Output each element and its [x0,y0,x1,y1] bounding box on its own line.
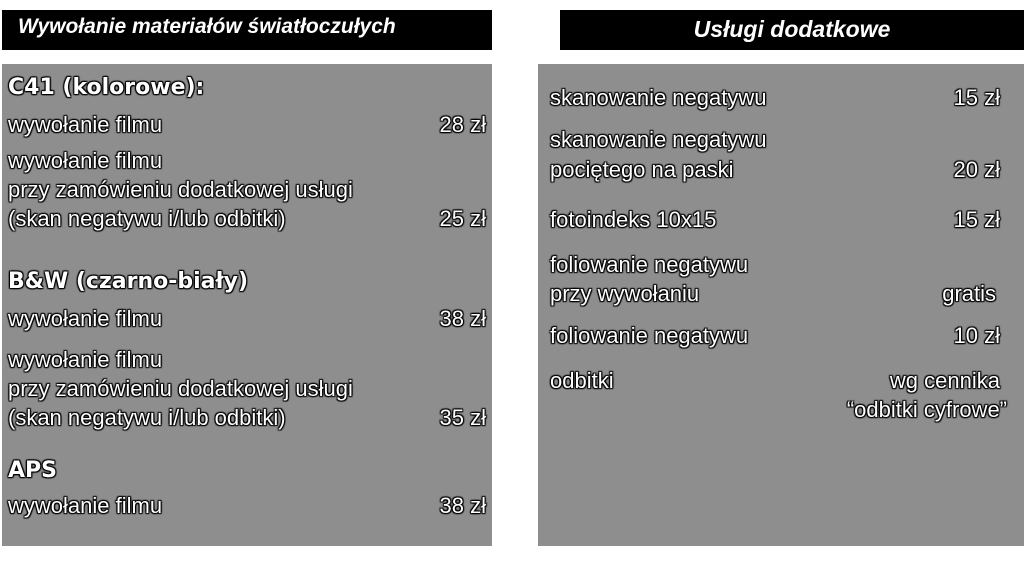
bw-item-1-price: 38 zł [439,306,486,331]
section-heading-aps: APS [8,458,57,483]
service-1-line-1: skanowanie negatywu [550,85,767,110]
service-1-price: 15 zł [953,85,1000,110]
service-5-line-1: foliowanie negatywu [550,323,749,348]
bw-item-2-line-2: przy zamówieniu dodatkowej usługi [8,376,353,401]
service-5-price: 10 zł [953,323,1000,348]
bw-item-2-line-3: (skan negatywu i/lub odbitki) [8,405,286,430]
aps-item-1-price: 38 zł [439,493,486,518]
c41-item-2-price: 25 zł [439,206,486,231]
c41-item-2-line-2: przy zamówieniu dodatkowej usługi [8,177,353,202]
service-2-line-2: pociętego na paski [550,157,734,182]
service-4-line-2: przy wywołaniu [550,281,700,306]
c41-item-1-line-1: wywołanie filmu [8,112,163,137]
service-3-price: 15 zł [953,207,1000,232]
c41-item-2-line-3: (skan negatywu i/lub odbitki) [8,206,286,231]
bw-item-2-price: 35 zł [439,405,486,430]
service-6-price-line-2: “odbitki cyfrowe” [846,397,1007,422]
service-6-line-1: odbitki [550,368,614,393]
service-4-line-1: foliowanie negatywu [550,252,749,277]
bw-item-1-line-1: wywołanie filmu [8,306,163,331]
bw-item-2-line-1: wywołanie filmu [8,347,163,372]
left-panel-title: Wywołanie materiałów światłoczułych [2,10,492,50]
section-heading-bw: B&W (czarno-biały) [8,269,249,294]
aps-item-1-line-1: wywołanie filmu [8,493,163,518]
service-2-line-1: skanowanie negatywu [550,127,767,152]
service-4-price: gratis [942,281,996,306]
c41-item-2-line-1: wywołanie filmu [8,148,163,173]
section-heading-c41: C41 (kolorowe): [8,75,205,100]
service-2-price: 20 zł [953,157,1000,182]
c41-item-1-price: 28 zł [439,112,486,137]
service-3-line-1: fotoindeks 10x15 [550,207,717,232]
right-panel-title: Usługi dodatkowe [560,10,1024,50]
service-6-price-line-1: wg cennika [889,368,1000,393]
